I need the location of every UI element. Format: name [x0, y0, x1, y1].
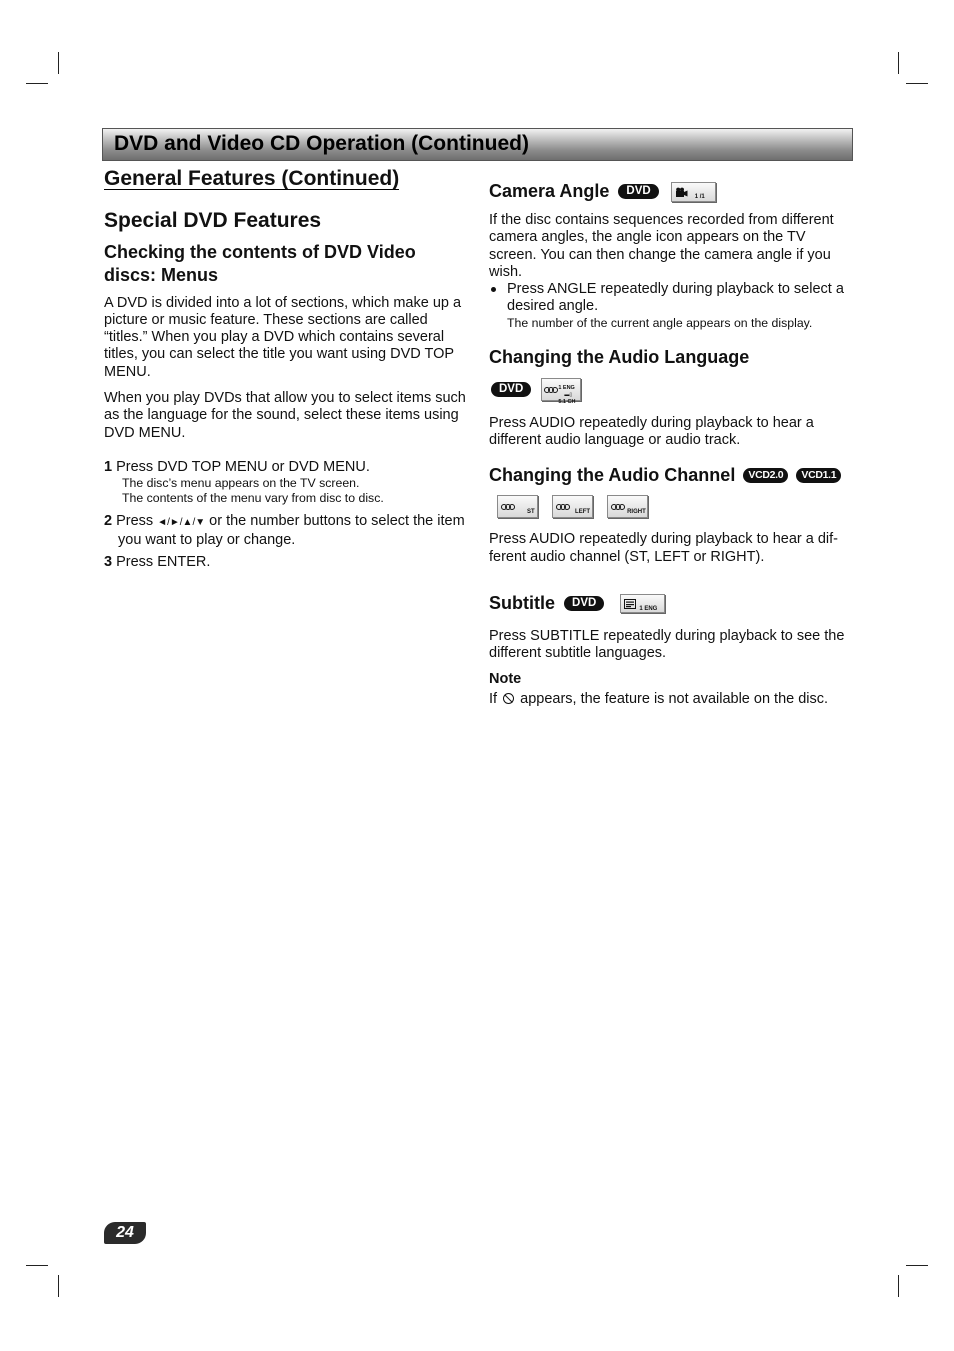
chapter-banner — [102, 128, 853, 161]
vcd11-badge: VCD1.1 — [796, 468, 841, 483]
crop-mark — [26, 83, 48, 84]
osd-text: ST — [527, 509, 535, 516]
prohibited-icon — [503, 693, 514, 704]
audio-language-body: Press AUDIO repeatedly during playback to hear a different audio language or audio track. — [489, 414, 814, 449]
arrow-buttons-icon: ◄/►/▲/▼ — [157, 517, 206, 529]
audio-channel-title: Changing the Audio Channel — [489, 465, 736, 486]
subtitle-icon — [624, 599, 636, 609]
osd-line: 1 ENG — [558, 384, 575, 391]
note-text — [489, 691, 851, 708]
crop-mark — [898, 1275, 899, 1297]
angle-osd-text: 1 /1 — [694, 193, 705, 200]
camera-angle-bullet: Press ANGLE repeatedly during playback to select a desired angle. — [489, 281, 851, 316]
camera-icon — [675, 187, 688, 198]
step-text: Press ENTER. — [116, 553, 211, 570]
camera-angle-title: Camera Angle — [489, 181, 610, 201]
crop-mark — [58, 1275, 59, 1297]
right-column — [489, 180, 851, 708]
menus-para-2: When you play DVDs that allow you to select items such as the language for the sound, select these items using DVD MENU. — [104, 390, 466, 441]
step-2 — [104, 513, 470, 549]
camera-angle-section — [489, 180, 851, 331]
audio-language-icons — [489, 378, 851, 405]
left-osd-icon — [552, 495, 593, 518]
subtitle-osd-icon — [620, 594, 665, 613]
step-number: 2 — [104, 513, 113, 530]
step-1 — [104, 459, 470, 506]
step-text: Press DVD TOP MENU or DVD MENU. — [116, 458, 370, 475]
steps-list — [104, 459, 470, 571]
osd-text: LEFT — [575, 509, 591, 516]
audio-language-section — [489, 346, 851, 450]
audio-language-title: Changing the Audio Language — [489, 346, 750, 367]
osd-text: RIGHT — [627, 509, 646, 516]
note-section — [489, 671, 851, 709]
step-number: 1 — [104, 458, 113, 475]
subtitle-body: Press SUBTITLE repeatedly during playback to see the different subtitle languages. — [489, 627, 845, 662]
step-1-note-2: The contents of the menu vary from disc to disc. — [122, 491, 384, 506]
left-column — [104, 167, 470, 571]
crop-mark — [906, 1265, 928, 1266]
crop-mark — [906, 83, 928, 84]
angle-osd-icon — [671, 182, 716, 202]
crop-mark — [26, 1265, 48, 1266]
osd-text: 1 ENG — [639, 605, 658, 612]
step-1-note-1: The disc’s menu appears on the TV screen. — [122, 476, 360, 491]
vcd20-badge: VCD2.0 — [743, 468, 788, 483]
step-text: or the number buttons to select the item you want to play or change. — [118, 513, 465, 548]
right-osd-icon — [607, 495, 648, 518]
note-label: Note — [489, 670, 522, 687]
menus-heading: Checking the contents of DVD Video discs: Menus — [104, 241, 416, 285]
menus-para-1: A DVD is divided into a lot of sections, which make up a picture or music feature. These sections are called “titles.” When you play a DVD which contains several titles, you can select the title you want using DVD TOP MENU. — [104, 294, 462, 380]
audio-channel-icons — [489, 495, 851, 519]
audio-channel-section — [489, 464, 851, 566]
page-number: 24 — [104, 1222, 146, 1244]
dvd-badge: DVD — [491, 382, 531, 397]
camera-angle-note: The number of the current angle appears on the display. — [507, 315, 813, 330]
chapter-title: DVD and Video CD Operation (Continued) — [114, 132, 529, 155]
step-text: Press — [116, 513, 158, 530]
st-osd-icon — [497, 495, 538, 518]
osd-line: 5.1 CH — [558, 398, 576, 405]
subsection-title: Special DVD Features — [104, 209, 322, 233]
note-post: appears, the feature is not available on the disc. — [520, 690, 829, 707]
section-title: General Features (Continued) — [104, 167, 400, 190]
note-pre: If — [489, 690, 498, 707]
step-number: 3 — [104, 553, 113, 570]
crop-mark — [898, 52, 899, 74]
audio-language-osd-icon — [541, 378, 581, 405]
subtitle-section — [489, 592, 851, 663]
camera-angle-body: If the disc contains sequences recorded from different camera angles, the angle icon appears on the TV screen. You can then change the camera angle if you wish. — [489, 212, 834, 280]
dvd-badge: DVD — [564, 596, 604, 611]
speaker-icon: ▬▯ — [564, 391, 573, 398]
subtitle-title: Subtitle — [489, 592, 555, 613]
dvd-badge: DVD — [618, 184, 658, 199]
crop-mark — [58, 52, 59, 74]
step-3 — [104, 554, 470, 571]
audio-channel-body: Press AUDIO repeatedly during playback to hear a dif- ferent audio channel (ST, LEFT or RIGHT). — [489, 531, 838, 565]
